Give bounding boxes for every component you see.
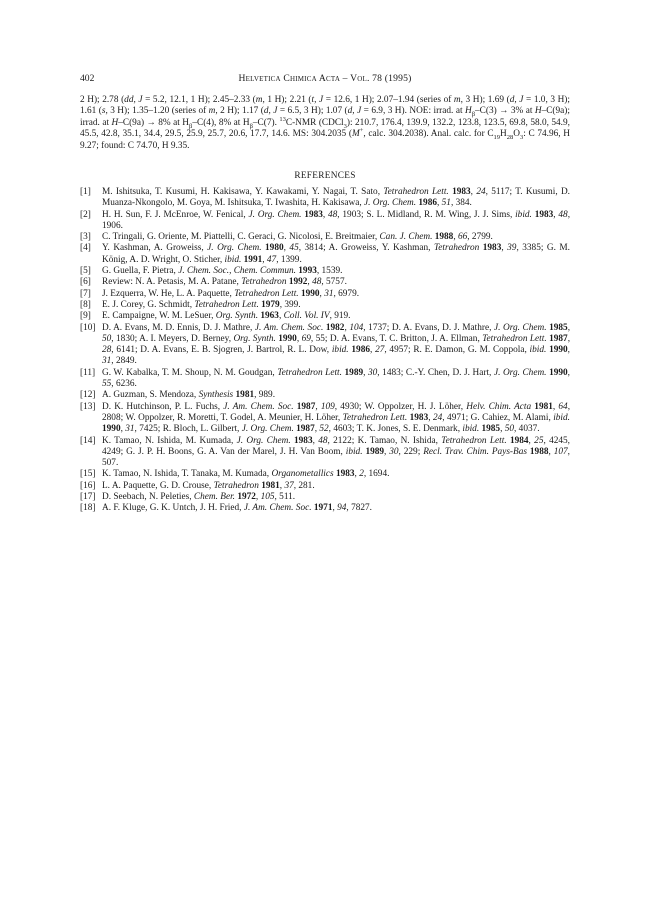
reference-item <box>80 492 570 503</box>
reference-text: M. Ishitsuka, T. Kusumi, H. Kakisawa, Y. Kawakami, Y. Nagai, T. Sato, Tetrahedron Lett. 1983, 24, 5117; T. Kusumi, D. Muanza-Nkongolo, M. Goya, M. Ishitsuka, T. Iwashita, H. Kakisawa, J. Org. Chem. 1986, 51, 384. <box>102 187 571 209</box>
reference-number: [6] <box>80 277 91 288</box>
reference-text: J. Ezquerra, W. He, L. A. Paquette, Tetrahedron Lett. 1990, 31, 6979. <box>102 288 360 299</box>
reference-text: D. K. Hutchinson, P. L. Fuchs, J. Am. Chem. Soc. 1987, 109, 4930; W. Oppolzer, H. J. Löher, Helv. Chim. Acta 1981, 64, 2808; W. Oppolzer, R. Moretti, T. Godel, A. Meunier, H. Löher, Tetrahedron Lett. 1983, 24, 4971; G. Cahiez, M. Alami, ibid. 1990, 31, 7425; R. Bloch, L. Gilbert, J. Org. Chem. 1987, 52, 4603; T. K. Jones, S. E. Denmark, ibid. 1985, 50, 4037. <box>102 401 571 435</box>
page-header <box>80 73 570 87</box>
reference-text: D. Seebach, N. Peleties, Chem. Ber. 1972, 105, 511. <box>102 492 296 503</box>
reference-item <box>80 323 570 368</box>
reference-text: E. Campaigne, W. M. LeSuer, Org. Synth. 1963, Coll. Vol. IV, 919. <box>102 311 351 322</box>
reference-number: [18] <box>80 503 96 514</box>
reference-text: C. Tringali, G. Oriente, M. Piattelli, C. Geraci, G. Nicolosi, E. Breitmaier, Can. J. Chem. 1988, 66, 2799. <box>102 232 493 243</box>
reference-text: A. Guzman, S. Mendoza, Synthesis 1981, 989. <box>102 390 276 401</box>
reference-number: [15] <box>80 469 96 480</box>
reference-text: K. Tamao, N. Ishida, T. Tanaka, M. Kumada, Organometallics 1983, 2, 1694. <box>102 469 390 480</box>
reference-item <box>80 311 570 322</box>
reference-number: [1] <box>80 187 91 197</box>
reference-item <box>80 277 570 288</box>
reference-number: [3] <box>80 232 91 243</box>
reference-number: [14] <box>80 435 96 446</box>
reference-item <box>80 503 570 514</box>
reference-number: [11] <box>80 367 96 378</box>
reference-text: G. W. Kabalka, T. M. Shoup, N. M. Goudgan, Tetrahedron Lett. 1989, 30, 1483; C.-Y. Chen, D. J. Hart, J. Org. Chem. 1990, 55, 6236. <box>102 367 570 390</box>
reference-number: [16] <box>80 480 96 491</box>
reference-number: [10] <box>80 322 96 333</box>
page-number: 402 <box>80 73 95 84</box>
reference-item <box>80 289 570 300</box>
reference-number: [17] <box>80 492 96 503</box>
reference-text: L. A. Paquette, G. D. Crouse, Tetrahedron 1981, 37, 281. <box>102 480 315 491</box>
reference-item <box>80 243 570 266</box>
reference-item <box>80 436 570 470</box>
reference-text: E. J. Corey, G. Schmidt, Tetrahedron Lett. 1979, 399. <box>102 299 301 310</box>
reference-item <box>80 390 570 401</box>
reference-number: [8] <box>80 299 91 310</box>
reference-number: [9] <box>80 311 91 322</box>
reference-text: Y. Kashman, A. Groweiss, J. Org. Chem. 1980, 45, 3814; A. Groweiss, Y. Kashman, Tetrahedron 1983, 39, 3385; G. M. König, A. D. Wright, O. Sticher, ibid. 1991, 47, 1399. <box>102 243 571 265</box>
journal-running-head: Helvetica Chimica Acta – Vol. 78 (1995) <box>238 73 412 84</box>
reference-number: [7] <box>80 288 91 299</box>
reference-item <box>80 300 570 311</box>
references-list <box>80 187 570 515</box>
reference-number: [12] <box>80 390 96 401</box>
reference-item <box>80 232 570 243</box>
experimental-paragraph: 2 H); 2.78 (dd, J = 5.2, 12.1, 1 H); 2.45–2.33 (m, 1 H); 2.21 (t, J = 12.6, 1 H); 2.07–1.94 (series of m, 3 H); 1.69 (d, J = 1.0, 3 H); 1.61 (s, 3 H); 1.35–1.20 (series of m, 2 H); 1.17 (d, J = 6.5, 3 H); 1.07 (d, J = 6.9, 3 H). NOE: irrad. at $H_\beta-C(3) \to 3\%$ at H–C(9a); irrad. at H–C(9a) → 8% at $H_\beta-C(4)$, 8% at $H_\beta-C(7)$. $^{13}$C-NMR (CDCl$_3$): 210.7, 176.4, 139.9, 132.2, 123.8, 123.5, 69.8, 58.0, 54.9, 45.5, 42.8, 35.1, 34.4, 29.5, 25.9, 25.7, 20.6, 17.7, 14.6. MS: 304.2035 (M+, calc. 304.2038). Anal. calc. for $C_{19}H_{28}O_3$: C 74.96, H 9.27; found: C 74.70, H 9.35. <box>80 95 570 151</box>
reference-number: [13] <box>80 401 96 412</box>
reference-text: K. Tamao, N. Ishida, M. Kumada, J. Org. Chem. 1983, 48, 2122; K. Tamao, N. Ishida, Tetrahedron Lett. 1984, 25, 4245, 4249; G. J. P. H. Boons, G. A. Van der Marel, J. H. Van Boom, ibid. 1989, 30, 229; Recl. Trav. Chim. Pays-Bas 1988, 107, 507. <box>102 435 571 469</box>
reference-text: D. A. Evans, M. D. Ennis, D. J. Mathre, J. Am. Chem. Soc. 1982, 104, 1737; D. A. Evans, D. J. Mathre, J. Org. Chem. 1985, 50, 1830; A. I. Meyers, D. Berney, Org. Synth. 1990, 69, 55; D. A. Evans, T. C. Britton, J. A. Ellman, Tetrahedron Lett. 1987, 28, 6141; D. A. Evans, E. B. Sjogren, J. Bartrol, R. L. Dow, ibid. 1986, 27, 4957; R. E. Damon, G. M. Coppola, ibid. 1990, 31, 2849. <box>102 322 571 367</box>
reference-item <box>80 402 570 436</box>
reference-text: Review: N. A. Petasis, M. A. Patane, Tetrahedron 1992, 48, 5757. <box>102 277 347 288</box>
reference-text: A. F. Kluge, G. K. Untch, J. H. Fried, J. Am. Chem. Soc. 1971, 94, 7827. <box>102 503 372 514</box>
reference-number: [4] <box>80 243 91 254</box>
reference-number: [2] <box>80 209 91 220</box>
reference-item <box>80 187 570 210</box>
reference-number: [5] <box>80 266 91 277</box>
references-heading: REFERENCES <box>294 171 356 181</box>
reference-item <box>80 368 570 391</box>
reference-item <box>80 266 570 277</box>
reference-item <box>80 481 570 492</box>
reference-text: H. H. Sun, F. J. McEnroe, W. Fenical, J. Org. Chem. 1983, 48, 1903; S. L. Midland, R. M. Wing, J. J. Sims, ibid. 1983, 48, 1906. <box>102 209 571 231</box>
reference-item <box>80 469 570 480</box>
reference-item <box>80 210 570 233</box>
reference-text: G. Guella, F. Pietra, J. Chem. Soc., Chem. Commun. 1993, 1539. <box>102 266 343 277</box>
